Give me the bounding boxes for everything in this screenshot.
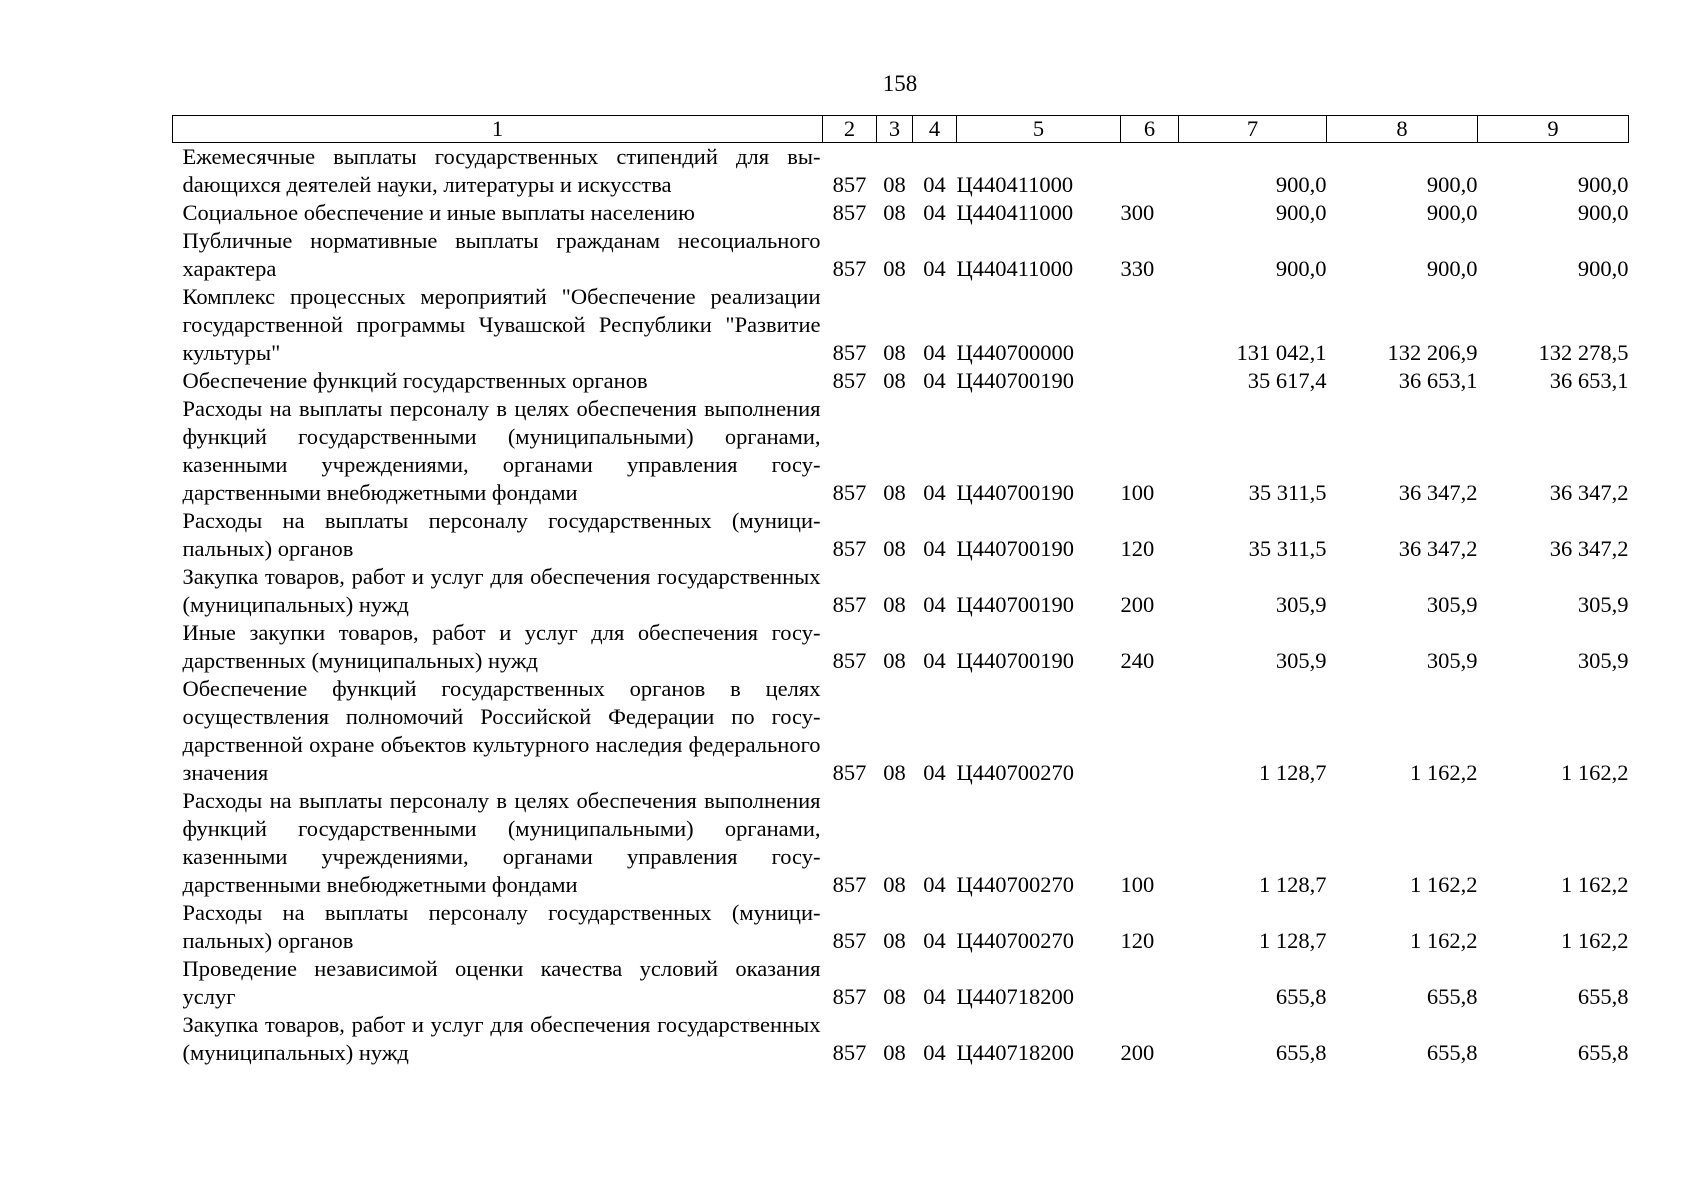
row-name: Комплекс процессных мероприятий "Обеспечение реализации государственной программы Чувашской Республики "Развитие культуры"	[182, 284, 821, 365]
row-target-code: Ц440700190	[956, 592, 1074, 617]
row-amount-col8: 655,8	[1426, 984, 1478, 1009]
row-amount-col9: 36 653,1	[1549, 368, 1629, 393]
row-amount-col9: 36 347,2	[1549, 480, 1629, 505]
table-header-row	[173, 116, 1629, 143]
row-subsection-code: 04	[923, 928, 946, 953]
table-row	[173, 143, 1629, 200]
row-amount-col8: 900,0	[1426, 172, 1478, 197]
header-col-6: 6	[1121, 116, 1179, 143]
row-target-code: Ц440700000	[956, 340, 1074, 365]
row-target-code: Ц440700270	[956, 760, 1074, 785]
row-amount-col8: 36 347,2	[1398, 536, 1478, 561]
row-name: Социальное обеспечение и иные выплаты населению	[182, 200, 695, 225]
row-subsection-code: 04	[923, 1040, 946, 1065]
row-subsection-code: 04	[923, 536, 946, 561]
row-target-code: Ц440718200	[956, 984, 1074, 1009]
row-section-code: 08	[883, 480, 906, 505]
row-amount-col7: 1 128,7	[1259, 872, 1327, 897]
row-amount-col7: 305,9	[1275, 648, 1327, 673]
header-col-8: 8	[1327, 116, 1478, 143]
row-expense-kind: 240	[1120, 648, 1155, 673]
table-body	[173, 143, 1629, 1068]
header-col-5: 5	[957, 116, 1121, 143]
row-subsection-code: 04	[923, 172, 946, 197]
row-ministry-code: 857	[832, 536, 867, 561]
header-col-2: 2	[823, 116, 877, 143]
table-row	[173, 199, 1629, 227]
row-expense-kind: 120	[1120, 536, 1155, 561]
row-section-code: 08	[883, 872, 906, 897]
row-name: Расходы на выплаты персоналу в целях обеспечения выполнения функций государственными (муниципальными) органами, казенными учреждениями, органами управления государственными внебюджетными фондами	[182, 788, 821, 897]
row-name: Закупка товаров, работ и услуг для обеспечения государственных (муниципальных) нужд	[182, 1012, 821, 1065]
row-section-code: 08	[883, 256, 906, 281]
row-name: Расходы на выплаты персоналу государственных (муниципальных) органов	[182, 900, 821, 953]
row-expense-kind	[1121, 675, 1179, 787]
row-expense-kind: 330	[1120, 256, 1155, 281]
row-amount-col8: 132 206,9	[1387, 340, 1478, 365]
row-name: Расходы на выплаты персоналу в целях обеспечения выполнения функций государственными (муниципальными) органами, казенными учреждениями, органами управления государственными внебюджетными фондами	[182, 396, 821, 505]
row-section-code: 08	[883, 536, 906, 561]
row-name: Публичные нормативные выплаты гражданам несоциального характера	[182, 228, 821, 281]
row-amount-col8: 655,8	[1426, 1040, 1478, 1065]
row-target-code: Ц440700190	[956, 368, 1074, 393]
row-section-code: 08	[883, 368, 906, 393]
row-amount-col7: 131 042,1	[1236, 340, 1327, 365]
row-ministry-code: 857	[832, 172, 867, 197]
header-col-1: 1	[173, 116, 823, 143]
row-target-code: Ц440718200	[956, 1040, 1074, 1065]
row-ministry-code: 857	[832, 340, 867, 365]
row-amount-col8: 900,0	[1426, 200, 1478, 225]
row-ministry-code: 857	[832, 200, 867, 225]
row-amount-col9: 1 162,2	[1561, 872, 1629, 897]
row-subsection-code: 04	[923, 256, 946, 281]
row-section-code: 08	[883, 1040, 906, 1065]
row-amount-col7: 305,9	[1275, 592, 1327, 617]
row-amount-col8: 1 162,2	[1410, 760, 1478, 785]
row-subsection-code: 04	[923, 592, 946, 617]
row-amount-col8: 900,0	[1426, 256, 1478, 281]
row-ministry-code: 857	[832, 984, 867, 1009]
row-subsection-code: 04	[923, 480, 946, 505]
row-section-code: 08	[883, 648, 906, 673]
row-amount-col8: 1 162,2	[1410, 928, 1478, 953]
row-ministry-code: 857	[832, 256, 867, 281]
row-amount-col9: 36 347,2	[1549, 536, 1629, 561]
row-amount-col7: 655,8	[1275, 984, 1327, 1009]
row-expense-kind: 200	[1120, 592, 1155, 617]
row-subsection-code: 04	[923, 340, 946, 365]
row-target-code: Ц440700190	[956, 536, 1074, 561]
row-target-code: Ц440411000	[956, 200, 1074, 225]
table-row	[173, 787, 1629, 899]
row-amount-col8: 305,9	[1426, 648, 1478, 673]
budget-table	[172, 115, 1629, 1067]
row-section-code: 08	[883, 200, 906, 225]
header-col-3: 3	[877, 116, 913, 143]
table-row	[173, 675, 1629, 787]
row-amount-col7: 900,0	[1275, 256, 1327, 281]
row-ministry-code: 857	[832, 928, 867, 953]
table-row	[173, 507, 1629, 563]
row-section-code: 08	[883, 172, 906, 197]
row-subsection-code: 04	[923, 760, 946, 785]
row-name: Обеспечение функций государственных органов в целях осуществления полномочий Российской Федерации по государственной охране объектов культурного наследия федерального значения	[182, 676, 821, 785]
row-amount-col7: 1 128,7	[1259, 928, 1327, 953]
row-name: Закупка товаров, работ и услуг для обеспечения государственных (муниципальных) нужд	[182, 564, 821, 617]
table-row	[173, 283, 1629, 367]
row-amount-col7: 900,0	[1275, 200, 1327, 225]
row-name: Расходы на выплаты персоналу государственных (муниципальных) органов	[182, 508, 821, 561]
row-ministry-code: 857	[832, 760, 867, 785]
row-amount-col7: 655,8	[1275, 1040, 1327, 1065]
row-amount-col9: 900,0	[1577, 172, 1629, 197]
table-row	[173, 395, 1629, 507]
row-amount-col7: 35 617,4	[1247, 368, 1327, 393]
row-expense-kind	[1121, 143, 1179, 200]
row-amount-col7: 1 128,7	[1259, 760, 1327, 785]
row-section-code: 08	[883, 984, 906, 1009]
row-section-code: 08	[883, 340, 906, 365]
row-target-code: Ц440411000	[956, 256, 1074, 281]
row-target-code: Ц440700190	[956, 648, 1074, 673]
row-subsection-code: 04	[923, 984, 946, 1009]
table-row	[173, 227, 1629, 283]
row-section-code: 08	[883, 760, 906, 785]
table-row	[173, 619, 1629, 675]
page-number: 158	[882, 71, 918, 96]
row-expense-kind	[1121, 367, 1179, 395]
table-row	[173, 899, 1629, 955]
row-name: Проведение независимой оценки качества условий оказания услуг	[182, 956, 821, 1009]
row-ministry-code: 857	[832, 648, 867, 673]
row-name: Обеспечение функций государственных органов	[182, 368, 648, 393]
row-amount-col8: 305,9	[1426, 592, 1478, 617]
row-target-code: Ц440700270	[956, 928, 1074, 953]
row-expense-kind: 300	[1120, 200, 1155, 225]
header-col-4: 4	[913, 116, 957, 143]
header-col-7: 7	[1179, 116, 1327, 143]
row-amount-col9: 655,8	[1577, 984, 1629, 1009]
row-subsection-code: 04	[923, 872, 946, 897]
table-row	[173, 367, 1629, 395]
row-name: Иные закупки товаров, работ и услуг для обеспечения государственных (муниципальных) нужд	[182, 620, 821, 673]
row-amount-col7: 35 311,5	[1248, 536, 1327, 561]
row-target-code: Ц440700270	[956, 872, 1074, 897]
row-expense-kind	[1121, 955, 1179, 1011]
row-section-code: 08	[883, 928, 906, 953]
row-target-code: Ц440411000	[956, 172, 1074, 197]
row-expense-kind: 100	[1120, 872, 1155, 897]
row-amount-col8: 1 162,2	[1410, 872, 1478, 897]
row-subsection-code: 04	[923, 648, 946, 673]
row-amount-col8: 36 347,2	[1398, 480, 1478, 505]
row-section-code: 08	[883, 592, 906, 617]
row-amount-col9: 1 162,2	[1561, 760, 1629, 785]
row-expense-kind: 200	[1120, 1040, 1155, 1065]
row-ministry-code: 857	[832, 480, 867, 505]
row-ministry-code: 857	[832, 592, 867, 617]
row-amount-col9: 305,9	[1577, 648, 1629, 673]
table-row	[173, 563, 1629, 619]
row-amount-col7: 900,0	[1275, 172, 1327, 197]
header-col-9: 9	[1478, 116, 1629, 143]
row-ministry-code: 857	[832, 1040, 867, 1065]
row-subsection-code: 04	[923, 368, 946, 393]
table-row	[173, 955, 1629, 1011]
row-name: Ежемесячные выплаты государственных стипендий для выdающихся деятелей науки, литературы и искусства	[182, 144, 821, 197]
row-expense-kind	[1121, 283, 1179, 367]
row-amount-col8: 36 653,1	[1398, 368, 1478, 393]
row-ministry-code: 857	[832, 368, 867, 393]
row-subsection-code: 04	[923, 200, 946, 225]
row-amount-col9: 305,9	[1577, 592, 1629, 617]
row-amount-col9: 132 278,5	[1538, 340, 1629, 365]
row-amount-col9: 655,8	[1577, 1040, 1629, 1065]
row-target-code: Ц440700190	[956, 480, 1074, 505]
row-expense-kind: 100	[1120, 480, 1155, 505]
row-ministry-code: 857	[832, 872, 867, 897]
row-amount-col9: 900,0	[1577, 200, 1629, 225]
row-expense-kind: 120	[1120, 928, 1155, 953]
row-amount-col9: 1 162,2	[1561, 928, 1629, 953]
row-amount-col9: 900,0	[1577, 256, 1629, 281]
table-row	[173, 1011, 1629, 1067]
row-amount-col7: 35 311,5	[1248, 480, 1327, 505]
